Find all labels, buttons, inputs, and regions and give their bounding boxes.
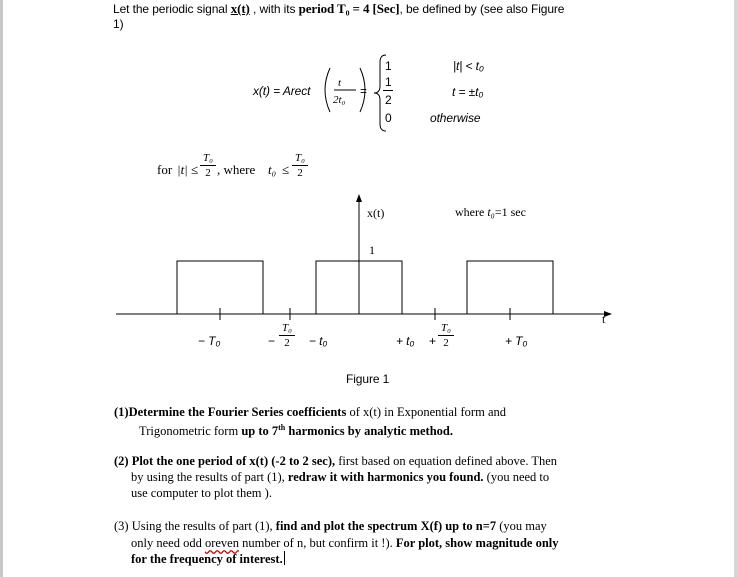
- figure-note: [455, 204, 526, 220]
- y-axis-label: x(t): [367, 206, 385, 220]
- question-1-line-2: [139, 420, 453, 439]
- equation-lhs: x(t) = Arect: [253, 84, 311, 98]
- case3-condition: otherwise: [430, 111, 481, 125]
- intro-line-1: [113, 1, 564, 17]
- note-text: =1 sec: [494, 205, 526, 219]
- pulse-right: [467, 261, 553, 314]
- q1-bold: up to 7: [241, 424, 279, 439]
- q3-text: (3) Using the results of part (1),: [114, 519, 276, 533]
- q1-bold: harmonics by analytic method.: [285, 424, 453, 439]
- domain-fraction-1: [200, 152, 216, 179]
- tick-label-pos-half-sign: +: [429, 334, 436, 348]
- page-edge-right: [734, 0, 738, 577]
- fraction-bar: [292, 165, 308, 166]
- case1-condition: |t| < t₀: [453, 59, 484, 73]
- q2-bold: redraw it with harmonics you found.: [287, 470, 484, 484]
- tick-label-pos-T0: + T₀: [505, 334, 528, 348]
- page-edge-left: [0, 0, 3, 577]
- fraction-numerator: T₀: [295, 152, 305, 164]
- fraction-denominator: 2: [205, 167, 211, 179]
- q1-text: Trigonometric form: [139, 424, 242, 439]
- q3-bold: for the frequency of interest.: [131, 552, 283, 566]
- q3-bold: find and plot the spectrum X(f) up to n=7: [275, 519, 497, 533]
- domain-le-2: ≤: [282, 162, 290, 177]
- q2-text: by using the results of part (1),: [131, 470, 288, 484]
- case2-fraction-bar: [383, 90, 393, 91]
- domain-for: for: [157, 162, 173, 177]
- rect-arg-denominator: 2t₀: [333, 94, 346, 106]
- note-t0: t₀: [487, 205, 495, 219]
- figure-1-plot: [100, 190, 620, 340]
- domain-where: , where: [217, 162, 256, 177]
- question-2-line-3: use computer to plot them ).: [131, 486, 272, 500]
- tick-label-pos-t0: + t₀: [396, 334, 415, 348]
- figure-caption: Figure 1: [346, 372, 390, 386]
- fraction-denominator: 2: [297, 167, 303, 179]
- domain-fraction-2: [292, 152, 308, 179]
- case2-condition: t = ±t₀: [452, 85, 484, 99]
- tick-label-neg-half-fraction: [279, 322, 295, 349]
- q3-text: number of n, but confirm it !).: [238, 536, 396, 550]
- intro-text: Let the periodic signal: [113, 2, 231, 16]
- level-label: 1: [369, 243, 375, 257]
- period-label: period T₀ = 4 [Sec]: [298, 1, 400, 16]
- y-axis-arrow: [356, 194, 362, 202]
- domain-abs-t: |t|: [177, 162, 188, 177]
- q2-bold: (2) Plot the one period of x(t) (-2 to 2 sec),: [114, 454, 339, 468]
- tick-label-neg-t0: − t₀: [309, 334, 328, 348]
- fraction-numerator: T₀: [441, 322, 451, 334]
- signal-name: x(t): [230, 1, 250, 16]
- fraction-numerator: T₀: [203, 152, 213, 164]
- tick-label-neg-T0: − T₀: [198, 334, 221, 348]
- fraction-numerator: T₀: [282, 322, 292, 334]
- spellcheck-word: oreven: [204, 536, 239, 550]
- t-axis-label: t: [602, 312, 606, 326]
- case2-denominator: 2: [385, 93, 392, 107]
- fraction-bar: [438, 335, 454, 336]
- case1-value: 1: [385, 59, 392, 73]
- question-3-line-3[interactable]: [131, 551, 285, 567]
- fraction-bar: [200, 165, 216, 166]
- question-3-line-1: [114, 518, 547, 534]
- tick-label-neg-half-sign: −: [268, 334, 275, 348]
- domain-le-1: ≤: [191, 162, 199, 177]
- q1-superscript: th: [278, 423, 286, 432]
- fraction-denominator: 2: [443, 337, 449, 349]
- q2-text: (you need to: [483, 470, 550, 484]
- q3-text: (you may: [496, 519, 547, 533]
- question-3-line-2: [131, 535, 559, 551]
- question-2-line-1: [114, 453, 557, 469]
- q3-text: only need odd: [131, 536, 205, 550]
- q1-bold: (1)Determine the Fourier Series coefficients: [114, 405, 347, 419]
- fraction-denominator: 2: [284, 337, 290, 349]
- intro-line-2: 1): [113, 17, 124, 31]
- tick-label-pos-half-fraction: [438, 322, 454, 349]
- q3-bold: For plot, show magnitude only: [395, 536, 559, 550]
- question-2-line-2: [131, 469, 549, 485]
- intro-text: , with its: [249, 2, 299, 16]
- text-cursor: [284, 551, 285, 565]
- case3-value: 0: [385, 111, 392, 125]
- case2-numerator: 1: [385, 75, 392, 89]
- fraction-bar: [279, 335, 295, 336]
- q1-text: of x(t) in Exponential form and: [346, 405, 506, 419]
- rect-arg-numerator: t: [338, 77, 342, 89]
- domain-t0: t₀: [268, 162, 277, 177]
- pulse-left: [177, 261, 263, 314]
- question-1-line-1: [114, 404, 506, 420]
- q2-text: first based on equation defined above. Then: [338, 454, 558, 468]
- equation-equals: =: [360, 84, 367, 98]
- note-text: where: [455, 205, 485, 219]
- intro-text: , be defined by (see also Figure: [399, 2, 565, 16]
